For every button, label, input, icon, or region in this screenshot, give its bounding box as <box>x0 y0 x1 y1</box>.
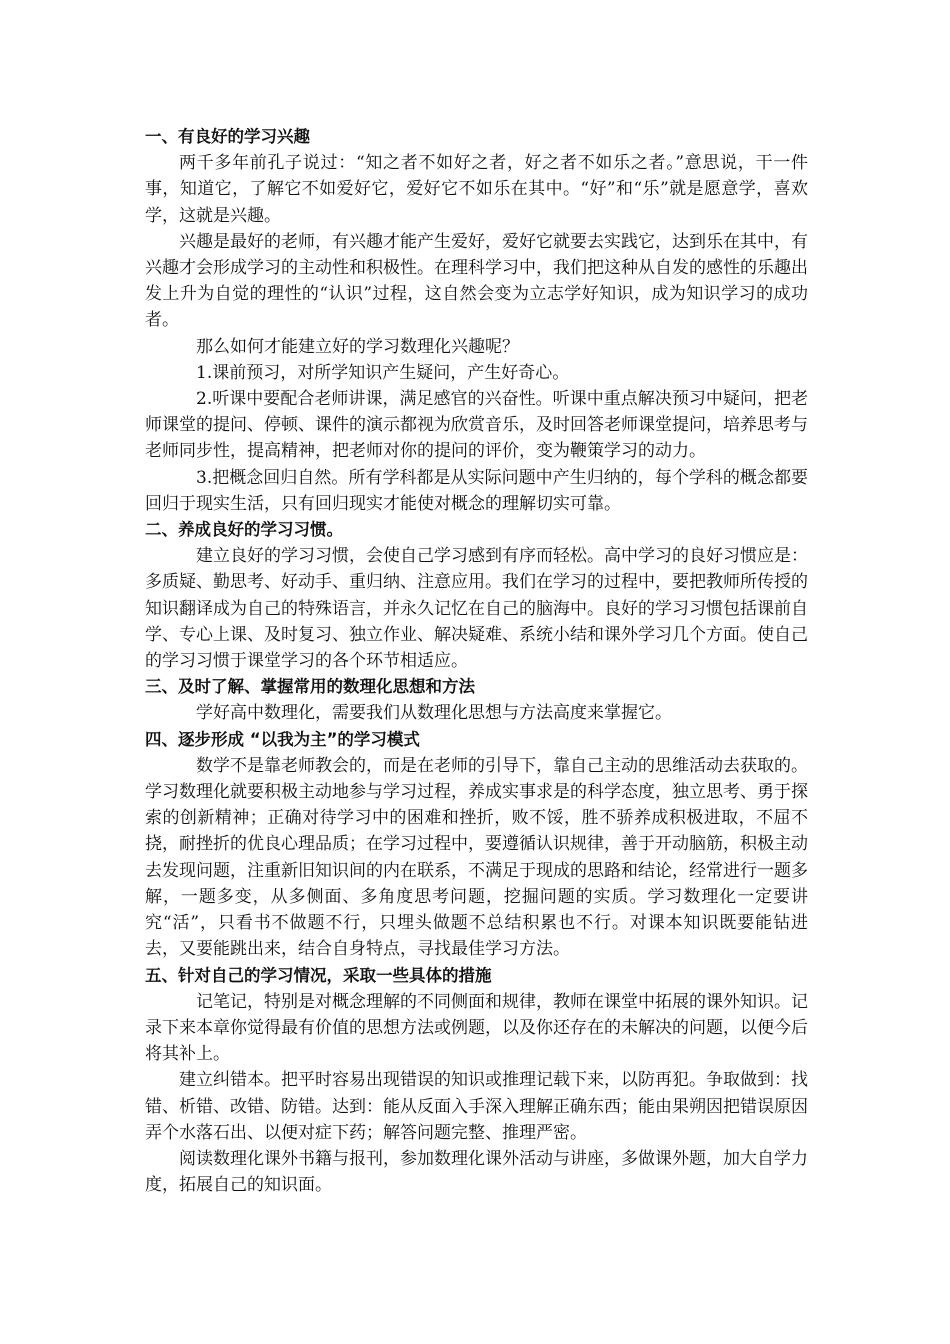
section-heading-habits: 二、养成良好的学习习惯。 <box>145 520 343 540</box>
section-heading-interest: 一、有良好的学习兴趣 <box>145 127 310 146</box>
paragraph: 建立良好的学习习惯，会使自己学习感到有序而轻松。高中学习的良好习惯应是：多质疑、勤思考、好动手、重归纳、注意应用。我们在学习的过程中，要把教师所传授的知识翻译成为自己的特殊语言，并永久记忆在自己的脑海中。良好的学习习惯包括课前自学、专心上课、及时复习、独立作业、解决疑难、系统小结和课外学习几个方面。使自己的学习习惯于课堂学习的各个环节相适应。 <box>145 546 808 672</box>
paragraph: 学好高中数理化，需要我们从数理化思想与方法高度来掌握它。 <box>196 703 672 724</box>
section-heading-learning-mode: 四、逐步形成 “以我为主”的学习模式 <box>145 729 420 749</box>
paragraph: 记笔记，特别是对概念理解的不同侧面和规律，教师在课堂中拓展的课外知识。记录下来本章你觉得最有价值的思想方法或例题，以及你还存在的未解决的问题，以便今后将其补上。 <box>145 991 808 1065</box>
paragraph: 建立纠错本。把平时容易出现错误的知识或推理记载下来，以防再犯。争取做到：找错、析错、改错、防错。达到：能从反面入手深入理解正确东西；能由果朔因把错误原因弄个水落石出、以便对症下药；解答问题完整、推理严密。 <box>145 1070 808 1143</box>
paragraph: 阅读数理化课外书籍与报刊，参加数理化课外活动与讲座，多做课外题，加大自学力度，拓展自己的知识面。 <box>145 1148 808 1196</box>
list-item: 2.听课中要配合老师讲课，满足感官的兴奋性。听课中重点解决预习中疑问，把老师课堂的提问、停顿、课件的演示都视为欣赏音乐，及时回答老师课堂提问，培养思考与老师同步性，提高精神，把老师对你的提问的评价，变为鞭策学习的动力。 <box>145 389 808 462</box>
list-item: 3.把概念回归自然。所有学科都是从实际问题中产生归纳的，每个学科的概念都要回归于现实生活，只有回归现实才能使对概念的理解切实可靠。 <box>145 467 808 514</box>
section-heading-measures: 五、针对自己的学习情况，采取一些具体的措施 <box>145 965 492 985</box>
list-item: 1.课前预习，对所学知识产生疑问，产生好奇心。 <box>196 362 570 383</box>
paragraph: 数学不是靠老师教会的，而是在老师的引导下，靠自己主动的思维活动去获取的。学习数理化就要积极主动地参与学习过程，养成实事求是的科学态度，独立思考、勇于探索的创新精神；正确对待学习中的困难和挫折，败不馁，胜不骄养成积极进取，不屈不挠，耐挫折的优良心理品质；在学习过程中，要遵循认识规律，善于开动脑筋，积极主动去发现问题，注重新旧知识间的内在联系，不满足于现成的思路和结论，经常进行一题多解，一题多变，从多侧面、多角度思考问题，挖掘问题的实质。学习数理化一定要讲究“活”，只看书不做题不行，只埋头做题不总结积累也不行。对课本知识既要能钻进去，又要能跳出来，结合自身特点，寻找最佳学习方法。 <box>145 755 808 960</box>
section-heading-methods: 三、及时了解、掌握常用的数理化思想和方法 <box>145 677 475 697</box>
paragraph: 兴趣是最好的老师，有兴趣才能产生爱好，爱好它就要去实践它，达到乐在其中，有兴趣才会形成学习的主动性和积极性。在理科学习中，我们把这种从自发的感性的乐趣出发上升为自觉的理性的“认识”过程，这自然会变为立志学好知识，成为知识学习的成功者。 <box>145 231 808 331</box>
paragraph: 两千多年前孔子说过：“知之者不如好之者，好之者不如乐之者。”意思说，干一件事，知道它，了解它不如爱好它，爱好它不如乐在其中。“好”和“乐”就是愿意学，喜欢学，这就是兴趣。 <box>145 153 808 226</box>
paragraph: 那么如何才能建立好的学习数理化兴趣呢？ <box>196 336 519 357</box>
document-page <box>145 124 808 1198</box>
